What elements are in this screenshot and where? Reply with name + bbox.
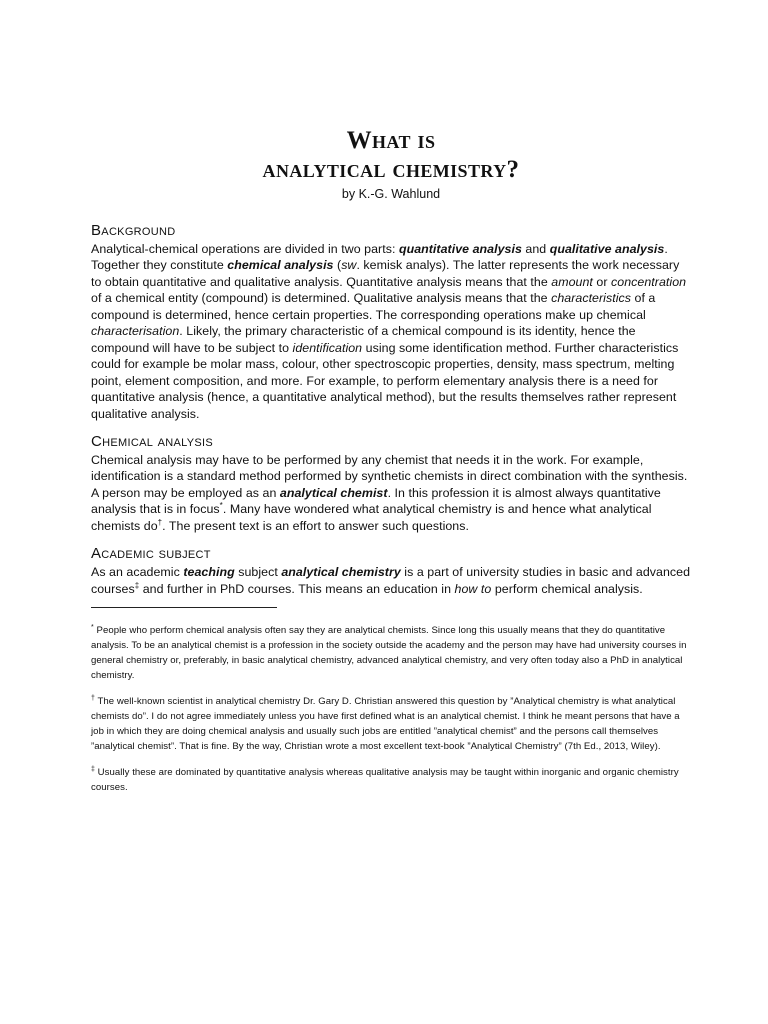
italic-term: concentration <box>611 274 687 289</box>
text-run: . The present text is an effort to answer such questions. <box>162 518 469 533</box>
italic-term: characteristics <box>551 291 632 306</box>
text-run: and further in PhD courses. This means an education in <box>139 581 455 596</box>
text-run: subject <box>234 565 282 580</box>
document-title <box>91 126 691 184</box>
footnote-1 <box>91 623 691 683</box>
author-byline: by K.-G. Wahlund <box>341 187 441 201</box>
text-run: perform chemical analysis. <box>491 581 643 596</box>
section-heading-chemical-analysis: Chemical analysis <box>91 432 213 450</box>
footnote-2 <box>91 694 691 754</box>
footnotes <box>91 623 691 795</box>
text-run: of a compound is determined, hence certain properties. The corresponding operations make up chemical <box>91 291 656 322</box>
emphasis-term: analytical chemistry <box>281 565 401 580</box>
document-body <box>91 126 691 806</box>
section-heading-academic-subject: Academic subject <box>91 545 211 563</box>
text-run: . kemisk analys). The latter represents the work necessary to obtain quantitative and qualitative analysis. Quantitative analysis means that the <box>91 258 680 289</box>
text-run: . Likely, the primary characteristic of a chemical compound is its identity, hence the compound will have to be subject to <box>91 324 636 355</box>
title-line-1: What is <box>346 127 436 154</box>
emphasis-term: analytical chemist <box>279 485 388 500</box>
text-run: using some identification method. Further characteristics could for example be molar mass, colour, other spectroscopic properties, density, mass spectrum, melting point, element composition, and more. For example, to perform elementary analysis there is a need for quantitative analysis (hence, a quantitative analytical method), but the results themselves rather represent qualitative analysis. <box>91 340 679 421</box>
section-chemical-analysis <box>91 433 691 534</box>
paragraph-chemical-analysis <box>91 452 691 534</box>
footnote-separator <box>91 607 277 608</box>
emphasis-term: chemical analysis <box>227 258 334 273</box>
footnote-mark: ‡ <box>91 765 95 773</box>
italic-term: amount <box>551 274 593 289</box>
footnote-mark: * <box>91 623 94 631</box>
text-run: or <box>592 274 612 289</box>
section-heading-background: Background <box>91 222 176 239</box>
title-line-2: analytical chemistry? <box>262 156 520 183</box>
text-run: As an academic <box>91 565 184 580</box>
text-run: ( <box>333 258 342 273</box>
footnote-3 <box>91 765 691 795</box>
text-run: . Many have wondered what analytical chemistry is and hence what analytical chemists do <box>91 502 652 533</box>
footnote-mark: † <box>91 694 95 702</box>
text-run: Analytical-chemical operations are divided in two parts: <box>91 242 399 256</box>
italic-term: how to <box>454 581 492 596</box>
paragraph-academic-subject <box>91 564 691 597</box>
footnote-text: The well-known scientist in analytical chemistry Dr. Gary D. Christian answered this question by ”Analytical chemistry is what analytical chemists do”. I do not agree immediately unless you have first defined what is an analytical chemist. I think he meant persons that have a job in which they are doing chemical analysis and usually such jobs are entitled ”analytical chemist” and the persons call themselves ”analytical chemist”. That is fine. By the way, Christian wrote a most excellent text-book ”Analytical Chemistry” (7th Ed., 2013, Wiley). <box>91 696 680 753</box>
footnote-text: People who perform chemical analysis often say they are analytical chemists. Since long this usually means that they do quantitative analysis. To be an analytical chemist is a profession in the society outside the academy and the person may have had university courses in general chemistry or, preferably, in basic analytical chemistry, advanced analytical chemistry, and very often today also a PhD in analytical chemistry. <box>91 625 687 682</box>
footnote-ref[interactable]: ‡ <box>134 580 140 590</box>
emphasis-term: quantitative analysis <box>398 242 522 256</box>
text-run: Chemical analysis may have to be performed by any chemist that needs it in the work. For example, identification is a standard method performed by synthetic chemists in direct combination with the synthesis. A person may be employed as an <box>91 452 688 500</box>
italic-term: identification <box>292 340 363 355</box>
paragraph-background <box>91 241 691 422</box>
section-background <box>91 222 691 422</box>
italic-term: sw <box>341 258 357 273</box>
text-run: . In this profession it is almost always quantitative analysis that is in focus <box>91 485 661 517</box>
section-academic-subject <box>91 545 691 597</box>
italic-term: characterisation <box>91 324 180 339</box>
text-run: and <box>521 242 550 256</box>
footnote-text: Usually these are dominated by quantitative analysis whereas qualitative analysis may be taught within inorganic and organic chemistry courses. <box>91 767 679 794</box>
text-run: of a chemical entity (compound) is determined. Qualitative analysis means that the <box>91 291 552 306</box>
footnote-ref[interactable]: * <box>219 501 223 511</box>
text-run: is a part of university studies in basic and advanced courses <box>91 565 691 596</box>
emphasis-term: teaching <box>183 565 235 580</box>
text-run: . Together they constitute <box>91 242 668 273</box>
emphasis-term: qualitative analysis <box>549 242 665 256</box>
footnote-ref[interactable]: † <box>157 517 163 527</box>
